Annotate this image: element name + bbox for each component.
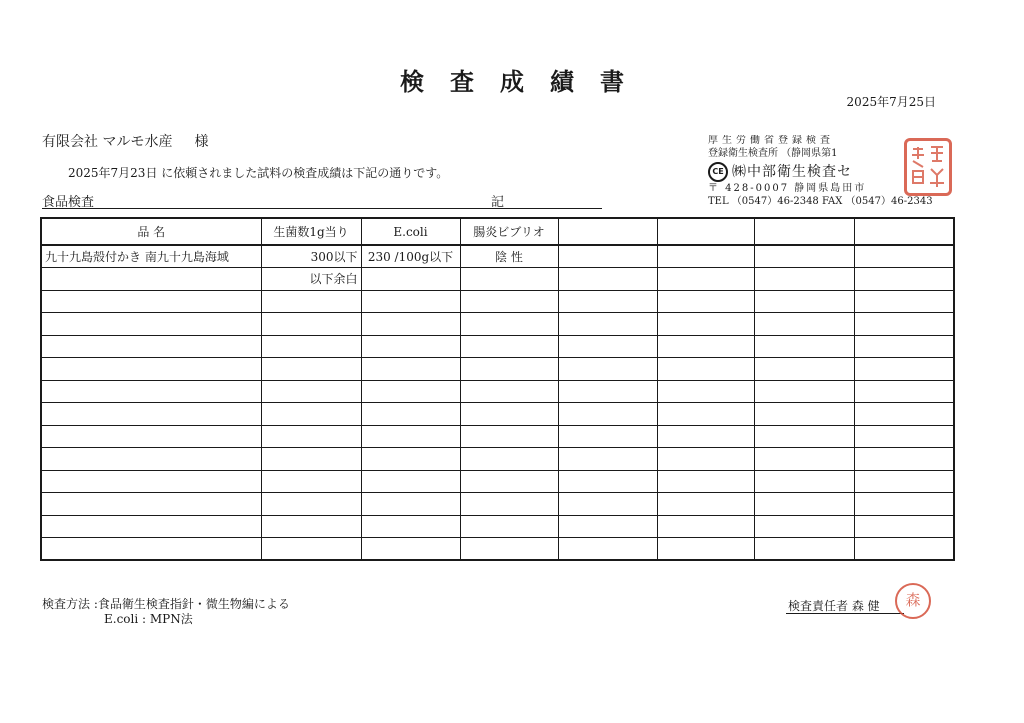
cell-empty xyxy=(41,358,261,381)
cell-empty xyxy=(657,313,754,336)
cell-empty xyxy=(41,538,261,561)
cell-empty xyxy=(854,358,954,381)
cell-empty xyxy=(754,335,854,358)
table-row xyxy=(41,403,954,426)
cell-empty xyxy=(261,493,361,516)
header-empty xyxy=(754,218,854,245)
ki-mark: 記 xyxy=(491,195,505,210)
cell-product-name: 九十九島殻付かき 南九十九島海域 xyxy=(41,245,261,268)
cell-ecoli: 230 /100g以下 xyxy=(361,245,460,268)
cell-empty xyxy=(361,448,460,471)
cell-empty xyxy=(460,403,558,426)
results-table xyxy=(40,217,955,561)
table-row xyxy=(41,245,954,268)
cell-empty xyxy=(261,313,361,336)
cell-empty xyxy=(261,403,361,426)
cell-empty xyxy=(361,268,460,291)
table-row xyxy=(41,380,954,403)
cell-empty xyxy=(854,335,954,358)
cell-empty xyxy=(41,313,261,336)
lab-registration: 厚生労働省登録検査 xyxy=(708,135,834,146)
cell-empty xyxy=(657,515,754,538)
cell-empty xyxy=(854,470,954,493)
cell-empty xyxy=(657,470,754,493)
cell-empty xyxy=(558,403,657,426)
cell-empty xyxy=(657,290,754,313)
cell-empty xyxy=(657,335,754,358)
cell-empty xyxy=(854,290,954,313)
cell-empty xyxy=(460,515,558,538)
method-ecoli: E.coli : MPN法 xyxy=(104,612,193,626)
cell-empty xyxy=(460,313,558,336)
test-method xyxy=(42,597,290,627)
cell-empty xyxy=(754,403,854,426)
issue-date: 2025年7月25日 xyxy=(846,95,936,109)
lab-seal-icon xyxy=(904,138,952,196)
cell-empty xyxy=(754,268,854,291)
cell-empty xyxy=(261,470,361,493)
cell-empty xyxy=(41,515,261,538)
cell-empty xyxy=(460,425,558,448)
lab-registration-number: 登録衛生検査所 （静岡県第1 xyxy=(708,147,838,159)
cell-empty xyxy=(558,425,657,448)
cell-empty xyxy=(558,380,657,403)
cell-empty xyxy=(460,380,558,403)
cell-empty xyxy=(754,245,854,268)
header-vibrio: 腸炎ビブリオ xyxy=(460,218,558,245)
table-row xyxy=(41,493,954,516)
cell-empty xyxy=(558,470,657,493)
table-row xyxy=(41,425,954,448)
table-row xyxy=(41,313,954,336)
cell-empty xyxy=(558,245,657,268)
cell-empty xyxy=(558,538,657,561)
category-underline xyxy=(42,208,602,209)
cell-empty xyxy=(41,335,261,358)
cell-empty xyxy=(361,335,460,358)
cell-empty xyxy=(41,448,261,471)
lab-logo-icon: CE xyxy=(708,162,728,182)
header-bacteria-count: 生菌数1g当り xyxy=(261,218,361,245)
table-row xyxy=(41,290,954,313)
cell-empty xyxy=(754,358,854,381)
cell-empty xyxy=(854,268,954,291)
cell-empty xyxy=(261,290,361,313)
cell-empty xyxy=(361,313,460,336)
document-title: 検査成績書 xyxy=(400,67,650,96)
cell-empty xyxy=(754,380,854,403)
cell-empty xyxy=(657,403,754,426)
cell-empty xyxy=(460,290,558,313)
table-row xyxy=(41,448,954,471)
cell-empty xyxy=(41,403,261,426)
cell-empty xyxy=(754,493,854,516)
header-empty xyxy=(657,218,754,245)
cell-empty xyxy=(657,425,754,448)
header-empty xyxy=(854,218,954,245)
cell-empty xyxy=(754,290,854,313)
cell-empty xyxy=(460,470,558,493)
cell-empty xyxy=(41,425,261,448)
cell-empty xyxy=(41,493,261,516)
cell-empty xyxy=(361,425,460,448)
cell-empty xyxy=(361,515,460,538)
cell-empty xyxy=(361,290,460,313)
cell-empty xyxy=(558,290,657,313)
cell-empty xyxy=(754,538,854,561)
table-row xyxy=(41,268,954,291)
cell-empty xyxy=(261,538,361,561)
cell-empty xyxy=(657,538,754,561)
cell-empty xyxy=(854,313,954,336)
cell-empty xyxy=(854,448,954,471)
cell-empty xyxy=(854,403,954,426)
cell-empty xyxy=(460,335,558,358)
cell-empty xyxy=(854,425,954,448)
cell-empty xyxy=(460,493,558,516)
cell-empty xyxy=(558,493,657,516)
addressee-company: 有限会社 マルモ水産 xyxy=(42,134,173,150)
cell-empty xyxy=(460,358,558,381)
table-row xyxy=(41,358,954,381)
cell-vibrio: 陰 性 xyxy=(460,245,558,268)
intro-text: 2025年7月23日 に依頼されました試料の検査成績は下記の通りです。 xyxy=(68,166,449,180)
cell-empty xyxy=(854,538,954,561)
cell-empty xyxy=(558,313,657,336)
inspector-seal-icon: 森 xyxy=(895,583,931,619)
lab-name: ㈱中部衛生検査セ xyxy=(732,164,852,180)
cell-empty xyxy=(558,448,657,471)
test-category: 食品検査 xyxy=(42,195,95,210)
cell-empty xyxy=(657,358,754,381)
table-row xyxy=(41,335,954,358)
cell-empty xyxy=(460,538,558,561)
cell-empty xyxy=(558,358,657,381)
cell-empty xyxy=(460,268,558,291)
cell-empty xyxy=(754,313,854,336)
cell-empty xyxy=(558,335,657,358)
table-row xyxy=(41,470,954,493)
cell-empty xyxy=(657,380,754,403)
cell-empty xyxy=(657,245,754,268)
addressee xyxy=(42,131,208,151)
cell-empty xyxy=(41,290,261,313)
inspector-underline xyxy=(786,613,904,614)
cell-empty xyxy=(854,493,954,516)
lab-phone: TEL （0547）46-2348 FAX （0547）46-2343 xyxy=(708,195,933,207)
cell-empty xyxy=(754,470,854,493)
cell-empty xyxy=(854,380,954,403)
cell-empty xyxy=(558,515,657,538)
cell-empty xyxy=(41,380,261,403)
cell-product-name xyxy=(41,268,261,291)
table-header-row xyxy=(41,218,954,245)
cell-empty xyxy=(361,380,460,403)
cell-empty xyxy=(261,380,361,403)
cell-empty xyxy=(261,358,361,381)
table-row xyxy=(41,538,954,561)
table-row xyxy=(41,515,954,538)
cell-empty xyxy=(261,425,361,448)
cell-empty xyxy=(361,403,460,426)
cell-empty xyxy=(361,493,460,516)
header-ecoli: E.coli xyxy=(361,218,460,245)
cell-empty xyxy=(657,448,754,471)
cell-empty xyxy=(754,425,854,448)
cell-empty xyxy=(361,538,460,561)
header-empty xyxy=(558,218,657,245)
addressee-honorific: 様 xyxy=(194,134,209,150)
cell-empty xyxy=(261,515,361,538)
lab-address: 〒 428-0007 静岡県島田市 xyxy=(708,183,867,194)
cell-empty xyxy=(854,245,954,268)
cell-empty xyxy=(754,448,854,471)
cell-empty xyxy=(754,515,854,538)
inspector-name: 検査責任者 森 健 xyxy=(788,599,880,613)
cell-empty xyxy=(361,470,460,493)
cell-bacteria-count: 300以下 xyxy=(261,245,361,268)
cell-empty xyxy=(854,515,954,538)
cell-empty xyxy=(657,268,754,291)
cell-remaining-blank: 以下余白 xyxy=(261,268,361,291)
cell-empty xyxy=(460,448,558,471)
cell-empty xyxy=(261,335,361,358)
cell-empty xyxy=(41,470,261,493)
cell-empty xyxy=(558,268,657,291)
method-label: 検査方法 :食品衛生検査指針・微生物編による xyxy=(42,597,290,611)
cell-empty xyxy=(657,493,754,516)
header-product-name: 品 名 xyxy=(41,218,261,245)
cell-empty xyxy=(261,448,361,471)
cell-empty xyxy=(361,358,460,381)
